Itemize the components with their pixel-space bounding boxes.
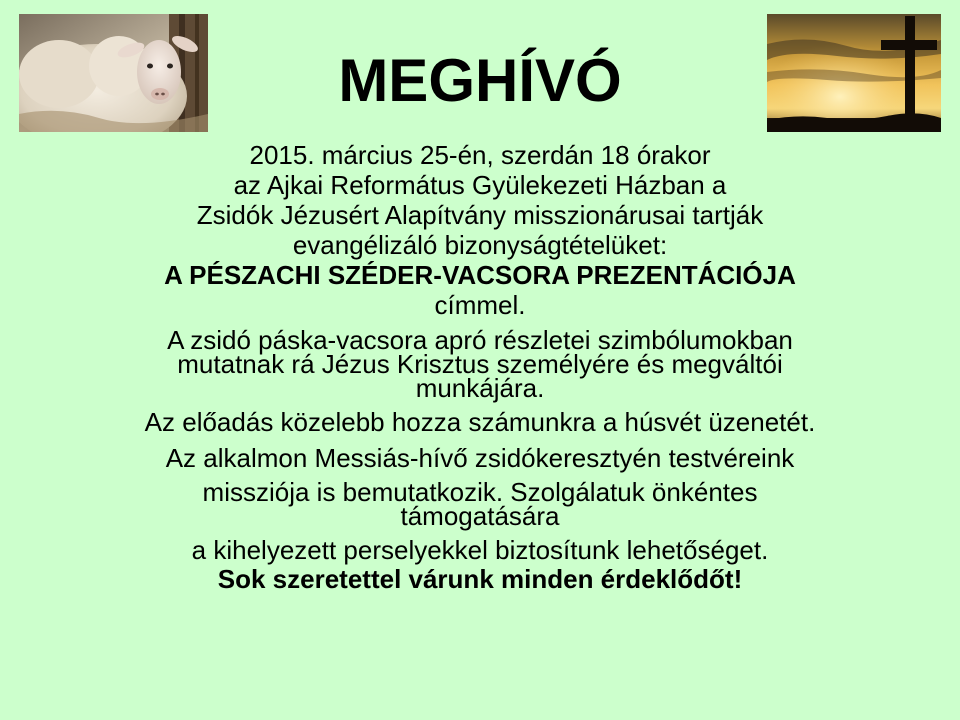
donation-paragraph: [40, 536, 920, 564]
event-date-line: 2015. március 25-én, szerdán 18 órakor: [249, 140, 711, 170]
donation-line: a kihelyezett perselyekkel biztosítunk lehetőséget.: [191, 535, 769, 565]
title-suffix-line: címmel.: [434, 290, 526, 320]
description-line: mutatnak rá Jézus Krisztus személyére és megváltói: [177, 349, 783, 379]
support-line: támogatására: [400, 501, 560, 531]
message-line: Az előadás közelebb hozza számunkra a húsvét üzenetét.: [144, 407, 816, 437]
mission-line: Az alkalmon Messiás-hívő zsidókeresztyén testvéreink: [165, 443, 795, 473]
event-venue-line: az Ajkai Református Gyülekezeti Házban a: [233, 170, 727, 200]
presentation-title: A PÉSZACHI SZÉDER-VACSORA PREZENTÁCIÓJA: [164, 260, 796, 290]
mission-paragraph: [40, 444, 920, 472]
description-line: A zsidó páska-vacsora apró részletei szimbólumokban: [167, 325, 793, 355]
page-title: MEGHÍVÓ: [338, 47, 622, 114]
organizer-line: Zsidók Jézusért Alapítvány misszionárusai tartják: [196, 200, 764, 230]
message-paragraph: [40, 408, 920, 436]
support-paragraph: [40, 477, 920, 531]
description-paragraph: [40, 325, 920, 403]
event-type-line: evangélizáló bizonyságtételüket:: [292, 230, 668, 260]
description-line: munkájára.: [415, 373, 545, 403]
invitation-body: [40, 140, 920, 594]
support-line: missziója is bemutatkozik. Szolgálatuk önkéntes: [202, 477, 758, 507]
closing-line: Sok szeretettel várunk minden érdeklődőt!: [217, 564, 743, 594]
